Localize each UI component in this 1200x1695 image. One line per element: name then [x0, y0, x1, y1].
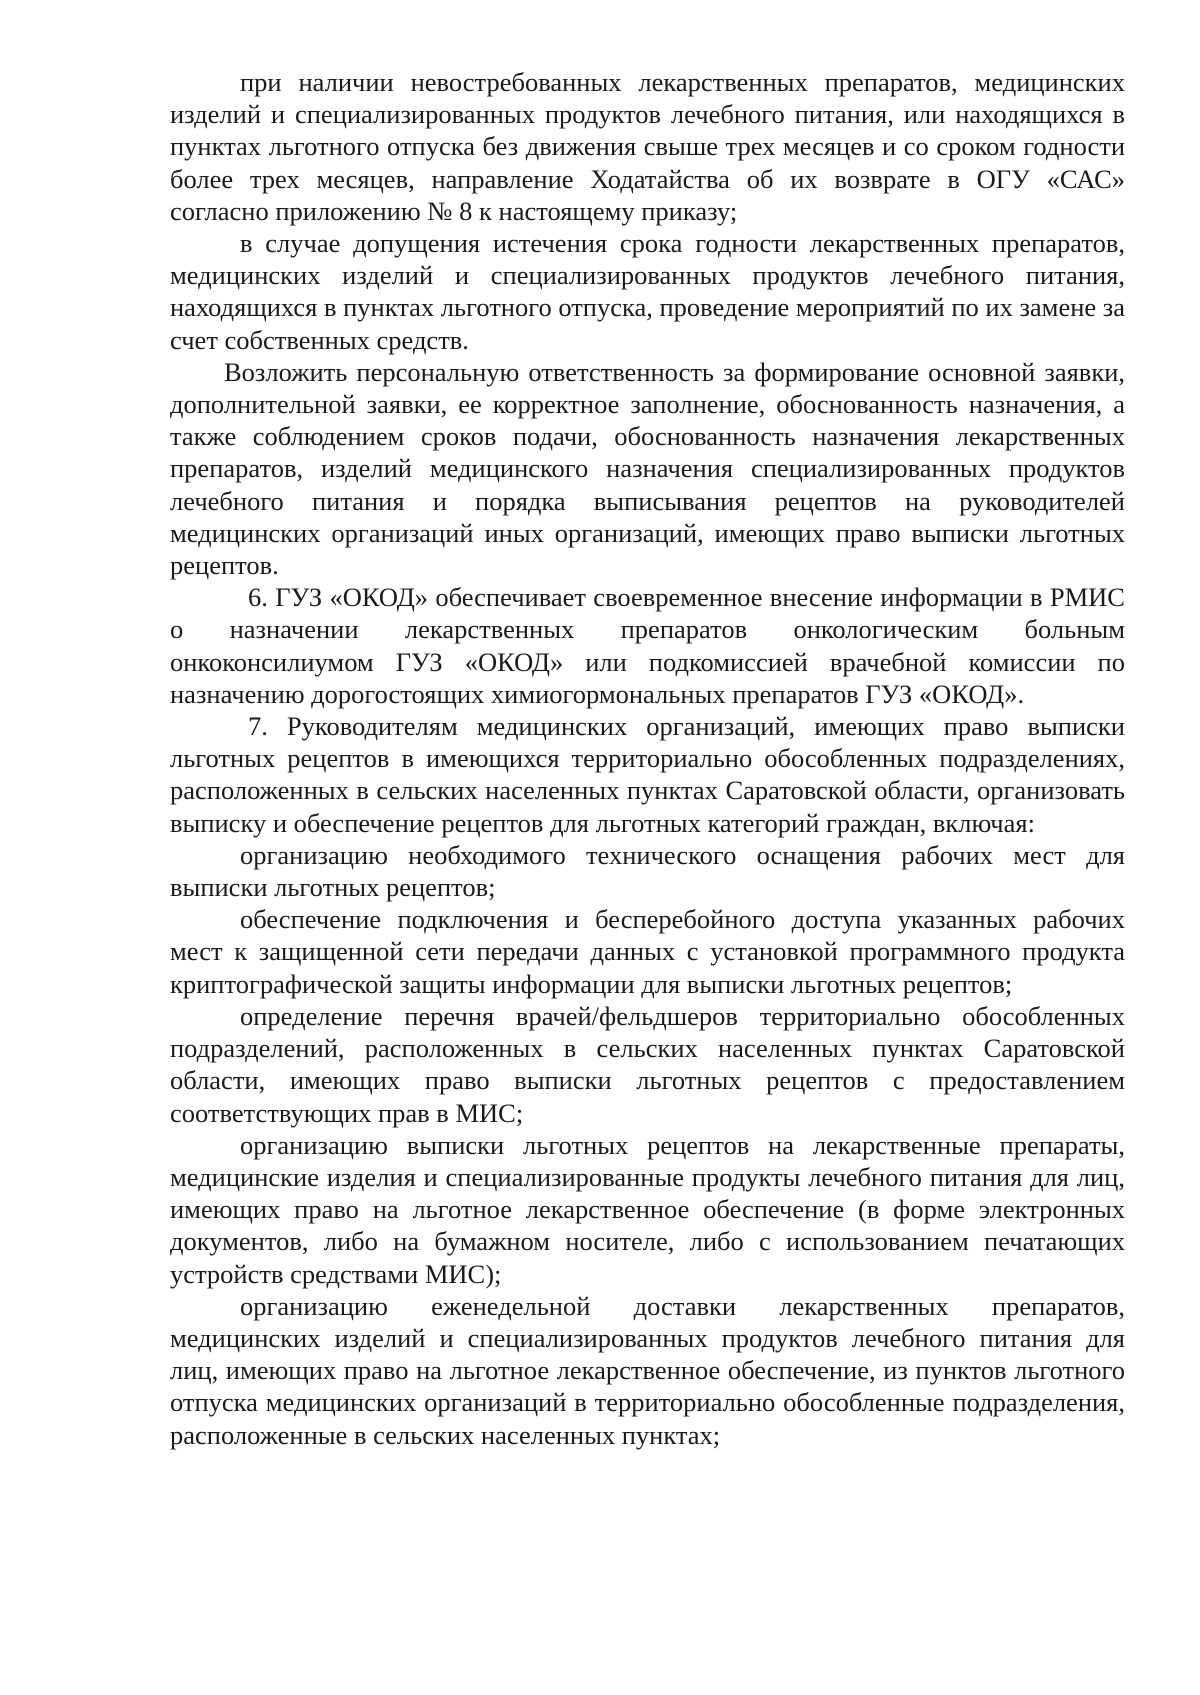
document-page	[170, 66, 1125, 1451]
paragraph-doctors-list: определение перечня врачей/фельдшеров территориально обособленных подразделений, расположенных в сельских населенных пунктах Саратовской области, имеющих право выписки льготных рецептов с предоставлением соответствующих прав в МИС;	[170, 1000, 1125, 1128]
paragraph-unclaimed-drugs-return: при наличии невостребованных лекарственных препаратов, медицинских изделий и специализированных продуктов лечебного питания, или находящихся в пунктах льготного отпуска без движения свыше трех месяцев и со сроком годности более трех месяцев, направление Ходатайства об их возврате в ОГУ «САС» согласно приложению № 8 к настоящему приказу;	[170, 67, 1125, 226]
paragraph-expiry-replacement: в случае допущения истечения срока годности лекарственных препаратов, медицинских изделий и специализированных продуктов лечебного питания, находящихся в пунктах льготного отпуска, проведение мероприятий по их замене за счет собственных средств.	[170, 228, 1126, 355]
paragraph-weekly-delivery: организацию еженедельной доставки лекарственных препаратов, медицинских изделий и специализированных продуктов лечебного питания для лиц, имеющих право на льготное лекарственное обеспечение, из пунктов льготного отпуска медицинских организаций в территориально обособленные подразделения, расположенные в сельских населенных пунктах;	[170, 1290, 1125, 1450]
paragraph-technical-equipment: организацию необходимого технического оснащения рабочих мест для выписки льготных рецептов;	[170, 839, 1125, 903]
paragraph-item-6: 6. ГУЗ «ОКОД» обеспечивает своевременное внесение информации в РМИС о назначении лекарственных препаратов онкологическим больным онкоконсилиумом ГУЗ «ОКОД» или подкомиссией врачебной комиссии по назначению дорогостоящих химиогормональных препаратов ГУЗ «ОКОД».	[170, 582, 1125, 709]
paragraph-network-connection: обеспечение подключения и бесперебойного доступа указанных рабочих мест к защищенной сети передачи данных с установкой программного продукта криптографической защиты информации для выписки льготных рецептов;	[170, 904, 1125, 999]
paragraph-personal-responsibility: Возложить персональную ответственность за формирование основной заявки, дополнительной заявки, ее корректное заполнение, обоснованность назначения, а также соблюдением сроков подачи, обоснованность назначения лекарственных препаратов, изделий медицинского назначения специализированных продуктов лечебного питания и порядка выписывания рецептов на руководителей медицинских организаций иных организаций, имеющих право выписки льготных рецептов.	[170, 356, 1125, 581]
paragraph-prescription-issuance: организацию выписки льготных рецептов на лекарственные препараты, медицинские изделия и специализированные продукты лечебного питания для лиц, имеющих право на льготное лекарственное обеспечение (в форме электронных документов, либо на бумажном носителе, либо с использованием печатающих устройств средствами МИС);	[170, 1129, 1125, 1289]
paragraph-item-7: 7. Руководителям медицинских организаций, имеющих право выписки льготных рецептов в имеющихся территориально обособленных подразделениях, расположенных в сельских населенных пунктах Саратовской области, организовать выписку и обеспечение рецептов для льготных категорий граждан, включая:	[170, 711, 1125, 838]
